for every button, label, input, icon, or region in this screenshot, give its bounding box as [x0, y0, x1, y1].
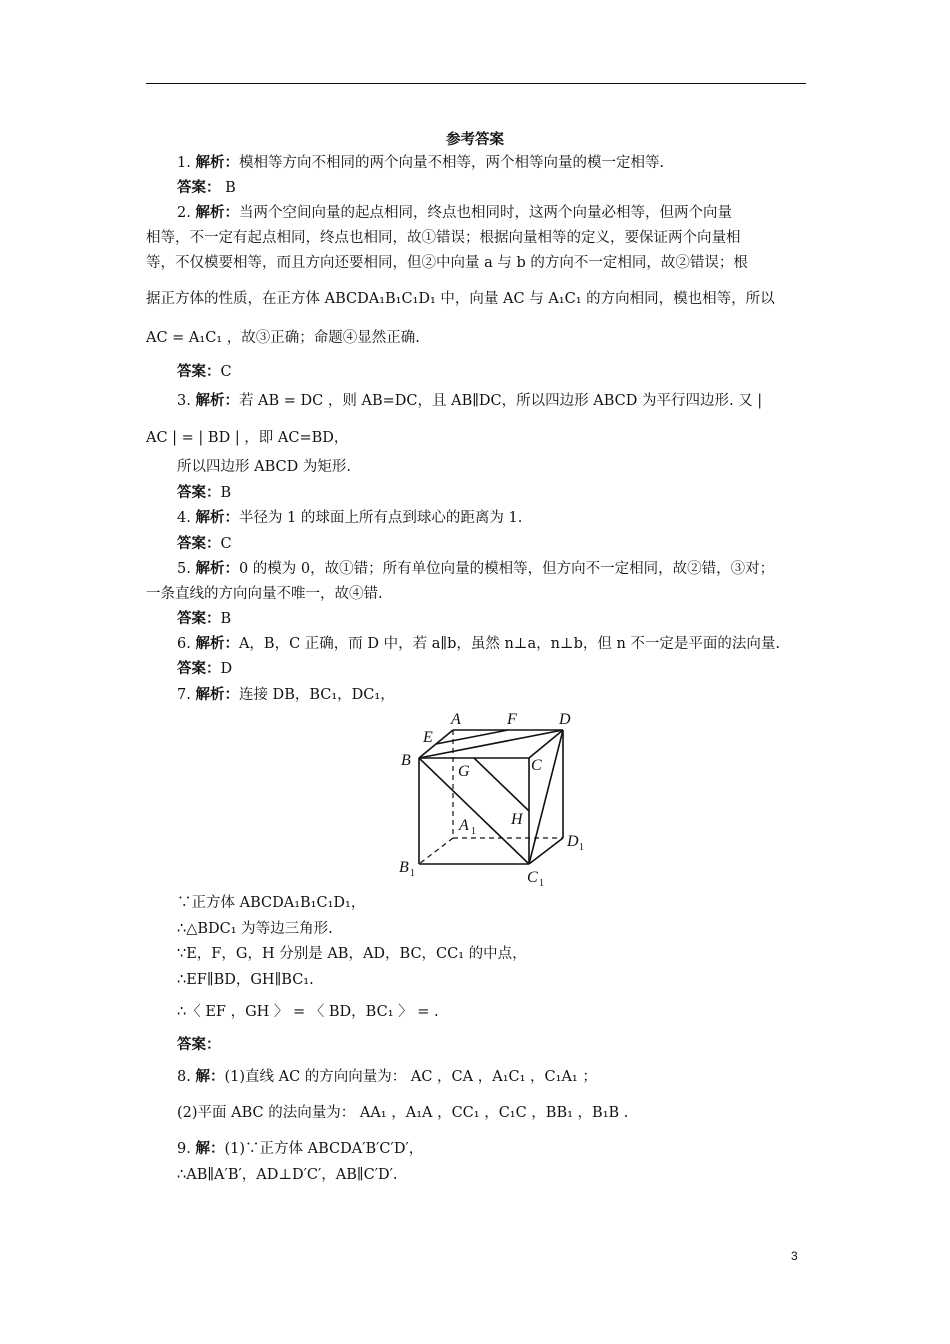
label-bold: 解析： [195, 393, 239, 409]
answer-line [177, 659, 232, 679]
label-bold: 解： [195, 1069, 225, 1085]
solution-line [177, 893, 365, 913]
answer-line [146, 584, 383, 604]
label-G: G [458, 763, 470, 780]
line-text: 若 AB = DC ，则 AB=DC，且 AB∥DC，所以四边形 ABCD 为平行四边形. 又 | [238, 393, 763, 409]
line-text: 半径为 1 的球面上所有点到球心的距离为 1. [238, 510, 523, 526]
label-C1-sub: 1 [539, 878, 544, 889]
line-text: 所以四边形 ABCD 为矩形. [177, 459, 351, 475]
line-text: ∵正方体 ABCDA₁B₁C₁D₁， [177, 895, 366, 911]
label-bold: 答案： [177, 485, 221, 501]
label-D1-sub: 1 [579, 842, 584, 853]
answer-line [177, 153, 664, 173]
line-text: AC | = | BD | ，即 AC=BD， [146, 430, 349, 446]
answer-line [177, 457, 351, 477]
line-text: ∴EF∥BD，GH∥BC₁. [177, 972, 314, 988]
solution-line [177, 1067, 597, 1087]
item-number: 6. [177, 636, 196, 652]
answer-line [177, 685, 395, 705]
label-bold: 答案： [177, 661, 221, 677]
solution-line [177, 944, 527, 964]
answer-line [146, 228, 741, 248]
label-B1-sub: 1 [410, 868, 415, 879]
label-E: E [423, 729, 433, 746]
line-text: (1)直线 AC 的方向向量为： AC ，CA ，A₁C₁ ，C₁A₁ ； [224, 1069, 597, 1085]
solution-line [177, 919, 333, 939]
line-text: AC = A₁C₁ ，故③正确；命题④显然正确. [146, 330, 420, 346]
line-text: D [220, 661, 233, 677]
line-text: ∴△BDC₁ 为等边三角形. [177, 921, 333, 937]
line-text: B [220, 180, 236, 196]
line-text: (2)平面 ABC 的法向量为： AA₁ ，A₁A ，CC₁ ，C₁C ，BB₁ ，B₁B . [177, 1105, 629, 1121]
label-bold: 解析： [195, 155, 239, 171]
line-text: 当两个空间向量的起点相同，终点也相同时，这两个向量必相等，但两个向量 [238, 205, 732, 221]
line-text: B [220, 611, 232, 627]
label-A1: A [459, 817, 469, 834]
segment-EF [436, 730, 508, 744]
answer-line [177, 483, 231, 503]
label-B1: B [399, 859, 409, 876]
line-text: 0 的模为 0，故①错；所有单位向量的模相等，但方向不一定相同，故②错，③对； [238, 561, 775, 577]
line-text: ∴AB∥A′B′，AD⊥D′C′，AB∥C′D′. [177, 1167, 398, 1183]
label-H: H [511, 811, 523, 828]
label-D1: D [567, 833, 579, 850]
item-number: 3. [177, 393, 196, 409]
solution-line [177, 1139, 423, 1159]
answer-line [177, 609, 231, 629]
answer-line [146, 253, 748, 273]
label-bold: 答案： [177, 611, 221, 627]
line-text: C [220, 364, 232, 380]
item-number: 8. [177, 1069, 196, 1085]
line-text: 连接 DB，BC₁，DC₁， [238, 687, 395, 703]
item-number: 5. [177, 561, 196, 577]
answer-line [146, 328, 420, 348]
diag-DC1 [529, 730, 563, 864]
item-number: 2. [177, 205, 196, 221]
line-text: 等，不仅模要相等，而且方向还要相同，但②中向量 a 与 b 的方向不一定相同，故②错误；根 [146, 255, 748, 271]
label-D: D [559, 711, 571, 728]
cube-figure [395, 706, 595, 890]
answer-line [146, 428, 348, 448]
label-bold: 解析： [195, 636, 239, 652]
label-bold: 答案： [177, 1037, 221, 1053]
label-bold: 解析： [195, 561, 239, 577]
answer-line [177, 559, 774, 579]
answer-line [177, 178, 236, 198]
hidden-edge-A1B1 [419, 838, 453, 864]
answer-line [177, 534, 232, 554]
label-B: B [401, 752, 411, 769]
line-text: 相等，不一定有起点相同，终点也相同，故①错误；根据向量相等的定义，要保证两个向量相 [146, 230, 741, 246]
header-rule [146, 83, 806, 84]
line-text: ∵E，F，G，H 分别是 AB，AD，BC，CC₁ 的中点， [177, 946, 527, 962]
page-title: 参考答案 [446, 132, 504, 148]
item-number: 1. [177, 155, 196, 171]
page-number: 3 [791, 1249, 798, 1263]
line-text: 模相等方向不相同的两个向量不相等，两个相等向量的模一定相等. [238, 155, 665, 171]
solution-line [177, 1103, 628, 1123]
line-text: B [220, 485, 232, 501]
edge-DC [529, 730, 563, 758]
solution-line [177, 970, 314, 990]
answer-line [177, 391, 762, 411]
segment-GH [474, 758, 529, 811]
answer-line [177, 362, 232, 382]
answer-line [146, 289, 775, 309]
line-text: A，B，C 正确，而 D 中，若 a∥b，虽然 n⊥a，n⊥b，但 n 不一定是平面的法向量. [238, 636, 781, 652]
line-text: C [220, 536, 232, 552]
label-A1-sub: 1 [471, 826, 476, 837]
diag-BD [419, 730, 563, 758]
label-bold: 答案： [177, 536, 221, 552]
label-F: F [507, 711, 517, 728]
solution-line [177, 1165, 398, 1185]
line-text: (1)∵正方体 ABCDA′B′C′D′， [224, 1141, 424, 1157]
item-number: 4. [177, 510, 196, 526]
line-text: 一条直线的方向向量不唯一，故④错. [146, 586, 383, 602]
label-bold: 答案： [177, 364, 221, 380]
item-number: 7. [177, 687, 196, 703]
line-text: ∴〈 EF ，GH 〉 = 〈 BD，BC₁ 〉 = . [177, 1004, 439, 1020]
answer-line [177, 634, 780, 654]
solution-line [177, 1002, 439, 1022]
label-C: C [531, 757, 542, 774]
label-bold: 答案： [177, 180, 221, 196]
answer-line [177, 508, 522, 528]
label-bold: 解： [195, 1141, 225, 1157]
line-text: 据正方体的性质，在正方体 ABCDA₁B₁C₁D₁ 中，向量 AC 与 A₁C₁ 的方向相同，模也相等，所以 [146, 291, 775, 307]
label-A: A [451, 711, 461, 728]
label-bold: 解析： [195, 687, 239, 703]
label-bold: 解析： [195, 510, 239, 526]
solution-line [177, 1035, 221, 1055]
answer-line [177, 203, 732, 223]
label-bold: 解析： [195, 205, 239, 221]
label-C1: C [527, 869, 538, 886]
item-number: 9. [177, 1141, 196, 1157]
